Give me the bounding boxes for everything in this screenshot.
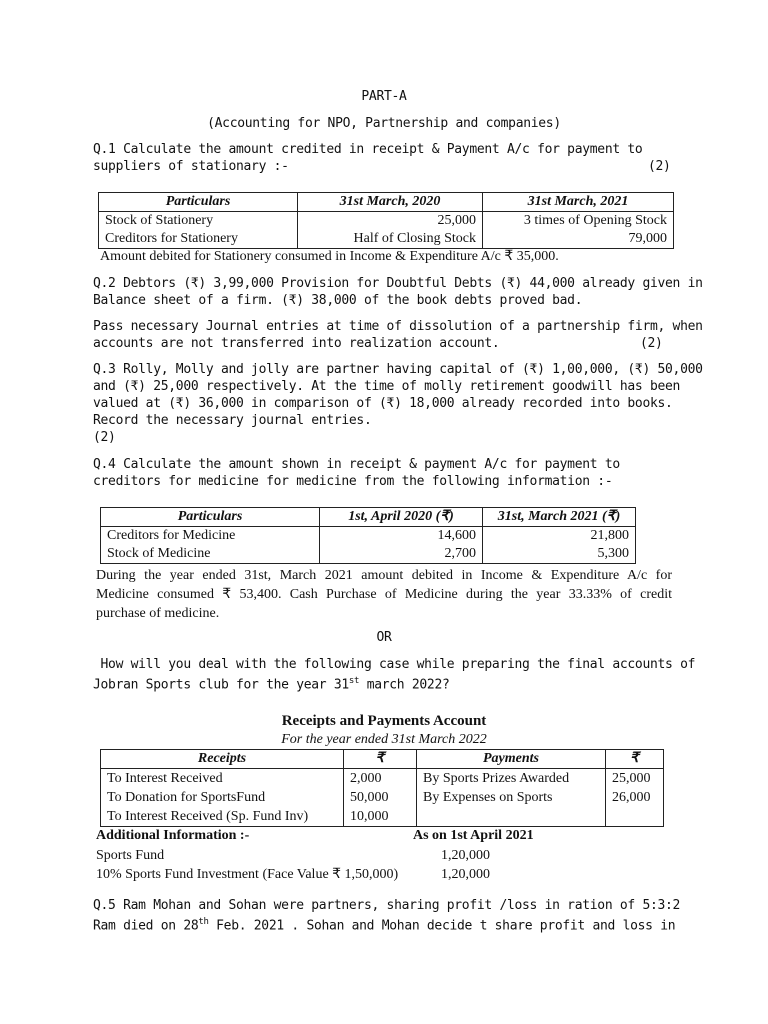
q4-table <box>100 507 636 564</box>
table-row <box>101 545 636 564</box>
table-header: Receipts <box>101 750 344 769</box>
table-cell: To Donation for SportsFund <box>101 788 344 807</box>
table-cell: To Interest Received <box>101 769 344 789</box>
table-header: Particulars <box>101 508 320 527</box>
table-cell: 10,000 <box>344 807 417 827</box>
alt-text: march 2022? <box>359 677 450 693</box>
table-header: Particulars <box>99 193 298 212</box>
table-cell: 2,000 <box>344 769 417 789</box>
q4-line2: creditors for medicine for medicine from the following information :- <box>93 474 613 489</box>
q3-marks: (2) <box>93 430 116 445</box>
table-row <box>101 807 664 827</box>
q2-line3: Pass necessary Journal entries at time of dissolution of a partnership firm, when <box>93 319 703 334</box>
q2-marks: (2) <box>640 336 663 351</box>
table-cell: 25,000 <box>606 769 664 789</box>
table-cell <box>417 807 606 827</box>
q5-text: Ram died on 28 <box>93 918 199 934</box>
table-cell: Creditors for Medicine <box>101 527 320 546</box>
q4-para3: purchase of medicine. <box>96 606 220 621</box>
or-separator: OR <box>376 630 392 645</box>
q2-line4: accounts are not transferred into realization account. <box>93 336 500 351</box>
as-on-label: As on 1st April 2021 <box>413 828 534 843</box>
q4-alt-line2 <box>93 673 450 693</box>
q1-line1: Q.1 Calculate the amount credited in receipt & Payment A/c for payment to <box>93 142 643 157</box>
q5-line2 <box>93 914 675 934</box>
q2-line1: Q.2 Debtors (₹) 3,99,000 Provision for Doubtful Debts (₹) 44,000 already given in <box>93 276 703 291</box>
table-header: 31st, March 2021 (₹) <box>483 508 636 527</box>
alt-text: Jobran Sports club for the year 31 <box>93 677 349 693</box>
table-cell: 79,000 <box>483 230 674 249</box>
q3-line3: valued at (₹) 36,000 in comparison of (₹) 18,000 already recorded into books. <box>93 396 673 411</box>
table-cell: 5,300 <box>483 545 636 564</box>
additional-item-value: 1,20,000 <box>441 867 490 882</box>
table-header: 31st March, 2021 <box>483 193 674 212</box>
q5-text: Feb. 2021 . Sohan and Mohan decide t share profit and loss in <box>208 918 676 934</box>
q3-line4: Record the necessary journal entries. <box>93 413 372 428</box>
q2-line2: Balance sheet of a firm. (₹) 38,000 of the book debts proved bad. <box>93 293 583 308</box>
table-cell: 3 times of Opening Stock <box>483 212 674 231</box>
table-cell: Stock of Medicine <box>101 545 320 564</box>
additional-item-value: 1,20,000 <box>441 848 490 863</box>
table-row <box>99 212 674 231</box>
q5-line1: Q.5 Ram Mohan and Sohan were partners, sharing profit /loss in ration of 5:3:2 <box>93 898 681 913</box>
q1-line2: suppliers of stationary :- <box>93 159 289 174</box>
q4-para2: Medicine consumed ₹ 53,400. Cash Purchase of Medicine during the year 33.33% of credit <box>96 587 672 602</box>
table-header-row <box>101 508 636 527</box>
table-row <box>101 527 636 546</box>
additional-item-label: 10% Sports Fund Investment (Face Value ₹ 1,50,000) <box>96 867 399 882</box>
table-row <box>101 769 664 789</box>
table-cell: 14,600 <box>320 527 483 546</box>
table-header: Payments <box>417 750 606 769</box>
superscript: st <box>348 676 360 686</box>
table-cell: By Expenses on Sports <box>417 788 606 807</box>
part-heading: PART-A <box>361 89 407 104</box>
table-cell: 50,000 <box>344 788 417 807</box>
table-header: ₹ <box>606 750 664 769</box>
table-cell: Stock of Stationery <box>99 212 298 231</box>
table-header-row <box>101 750 664 769</box>
table-cell: To Interest Received (Sp. Fund Inv) <box>101 807 344 827</box>
table-header: 31st March, 2020 <box>298 193 483 212</box>
q3-line1: Q.3 Rolly, Molly and jolly are partner having capital of (₹) 1,00,000, (₹) 50,000 <box>93 362 703 377</box>
table-cell: 25,000 <box>298 212 483 231</box>
q1-table <box>98 192 674 249</box>
table-cell: By Sports Prizes Awarded <box>417 769 606 789</box>
q4-line1: Q.4 Calculate the amount shown in receipt & payment A/c for payment to <box>93 457 620 472</box>
q1-note: Amount debited for Stationery consumed in Income & Expenditure A/c ₹ 35,000. <box>100 249 559 264</box>
table-cell: 21,800 <box>483 527 636 546</box>
table-header: 1st, April 2020 (₹) <box>320 508 483 527</box>
rp-title: Receipts and Payments Account <box>281 713 487 729</box>
q1-marks: (2) <box>648 159 671 174</box>
table-cell <box>606 807 664 827</box>
table-header-row <box>99 193 674 212</box>
rp-table <box>100 749 664 827</box>
table-row <box>101 788 664 807</box>
part-subtitle: (Accounting for NPO, Partnership and companies) <box>207 116 561 131</box>
table-row <box>99 230 674 249</box>
table-header: ₹ <box>344 750 417 769</box>
q3-line2: and (₹) 25,000 respectively. At the time of molly retirement goodwill has been <box>93 379 681 394</box>
table-cell: 26,000 <box>606 788 664 807</box>
table-cell: 2,700 <box>320 545 483 564</box>
additional-item-label: Sports Fund <box>96 848 165 863</box>
q4-para1: During the year ended 31st, March 2021 amount debited in Income & Expenditure A/c for <box>96 568 672 583</box>
table-cell: Half of Closing Stock <box>298 230 483 249</box>
rp-subtitle: For the year ended 31st March 2022 <box>281 732 487 747</box>
additional-info-label: Additional Information :- <box>96 828 250 843</box>
table-cell: Creditors for Stationery <box>99 230 298 249</box>
q4-alt-line1: How will you deal with the following case while preparing the final accounts of <box>93 657 696 672</box>
superscript: th <box>198 917 209 927</box>
